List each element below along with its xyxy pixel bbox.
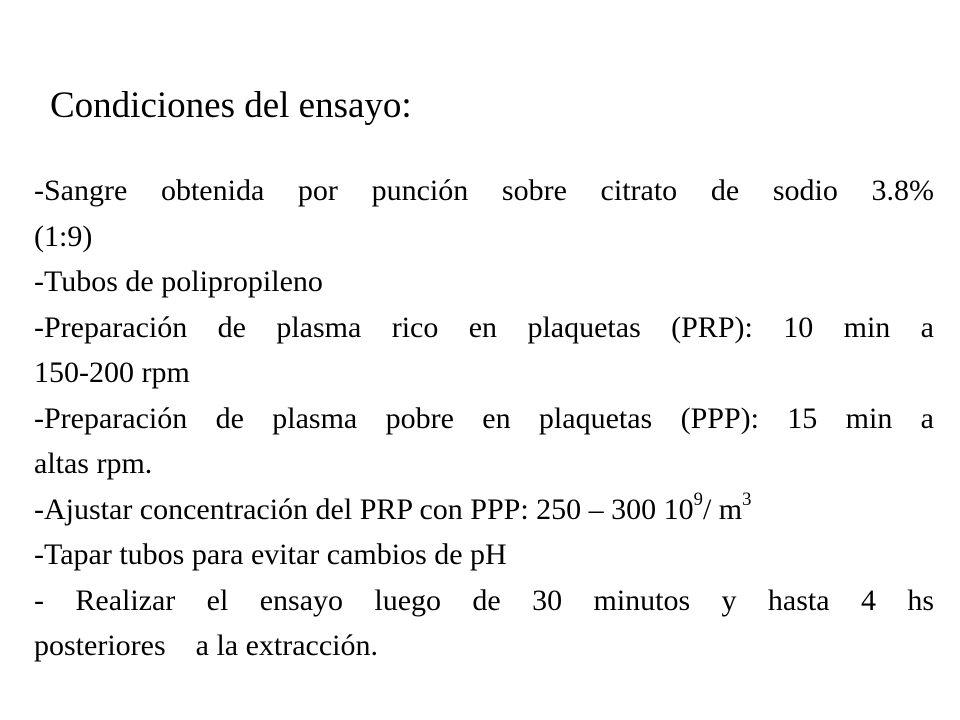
list-item-timing [34, 578, 934, 669]
list-item-line: -Preparación de plasma pobre en plaquetas (PPP): 15 min a [34, 401, 934, 435]
list-item-line: posteriores a la extracción. [34, 629, 379, 662]
unit-text: / m [702, 492, 743, 526]
exponent-nine: 9 [693, 488, 703, 510]
conditions-list [34, 168, 934, 669]
list-item-prp-preparation [34, 305, 934, 396]
list-item-line: altas rpm. [34, 447, 153, 480]
slide-title: Condiciones del ensayo: [50, 85, 412, 126]
list-item-ppp-preparation [34, 396, 934, 487]
list-item-blood-sample [34, 168, 934, 259]
list-item-adjust-concentration [34, 487, 934, 533]
list-item-tubes [34, 259, 934, 305]
list-item-line [34, 487, 934, 533]
list-item-line: (1:9) [34, 219, 93, 253]
list-item-line: -Sangre obtenida por punción sobre citrato de sodio 3.8% [34, 174, 934, 207]
list-item-line: -Tapar tubos para evitar cambios de pH [34, 538, 507, 571]
list-item-line: 150-200 rpm [34, 356, 190, 389]
exponent-three: 3 [742, 488, 752, 510]
concentration-text: -Ajustar concentración del PRP con PPP: 250 – 300 10 [34, 492, 694, 526]
list-item-cover-tubes [34, 532, 934, 578]
list-item-line: -Tubos de polipropileno [34, 265, 323, 298]
list-item-line: - Realizar el ensayo luego de 30 minutos y hasta 4 hs [34, 583, 934, 617]
list-item-line: -Preparación de plasma rico en plaquetas (PRP): 10 min a [34, 310, 934, 344]
